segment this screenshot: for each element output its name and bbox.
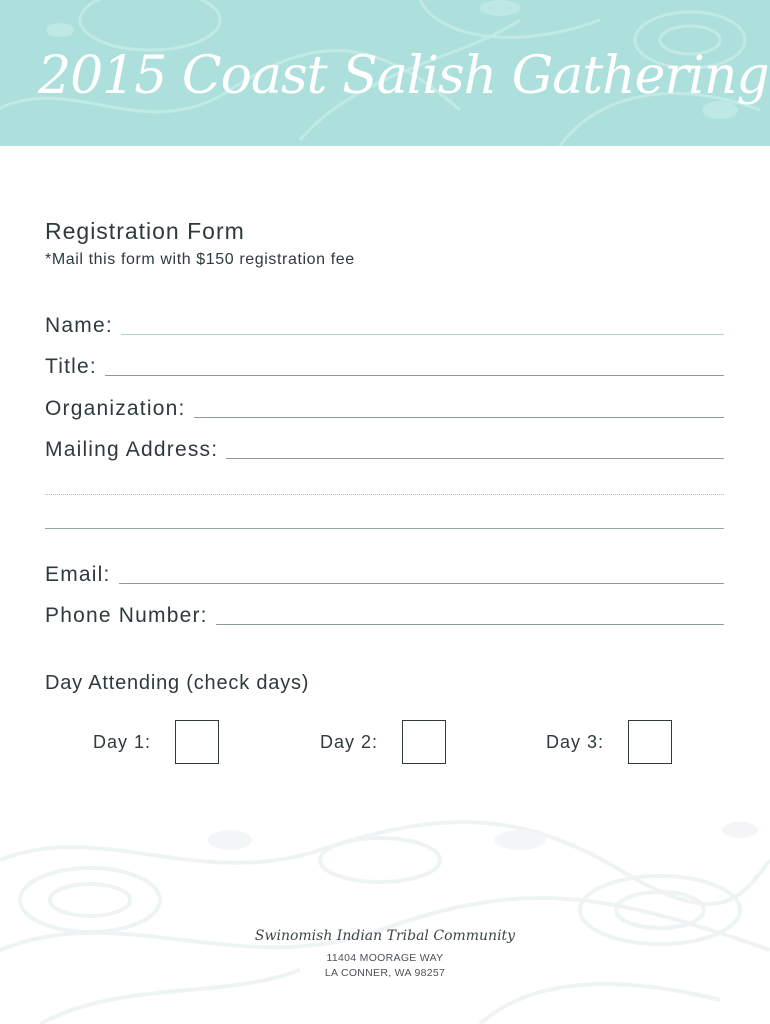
days-heading: Day Attending (check days) (45, 672, 310, 694)
day-1 (93, 720, 219, 764)
day-1-label: Day 1: (93, 731, 152, 752)
title-label: Title: (45, 355, 97, 378)
banner-title: 2015 Coast Salish Gathering (38, 46, 769, 106)
day-2 (320, 720, 446, 764)
footer-pattern (0, 800, 770, 1024)
organization-line[interactable] (194, 417, 724, 418)
phone-line[interactable] (216, 624, 724, 625)
day-2-checkbox[interactable] (402, 720, 446, 764)
email-label: Email: (45, 563, 111, 586)
name-field[interactable] (45, 309, 724, 339)
day-3-checkbox[interactable] (628, 720, 672, 764)
organization-field[interactable] (45, 392, 724, 422)
name-label: Name: (45, 314, 113, 337)
email-field[interactable] (45, 558, 724, 588)
title-field[interactable] (45, 350, 724, 380)
header-banner (0, 0, 770, 146)
form-heading: Registration Form (45, 218, 245, 244)
mailing-address-field[interactable] (45, 433, 724, 463)
address-line-2: LA CONNER, WA 98257 (324, 967, 446, 979)
phone-label: Phone Number: (45, 604, 208, 627)
day-3-label: Day 3: (546, 731, 605, 752)
phone-field[interactable] (45, 599, 724, 629)
mailing-address-line-2[interactable] (45, 494, 724, 495)
day-2-label: Day 2: (320, 731, 379, 752)
email-line[interactable] (119, 583, 724, 584)
day-3 (546, 720, 672, 764)
mailing-address-line[interactable] (226, 458, 724, 459)
mailing-address-label: Mailing Address: (45, 438, 219, 461)
title-line[interactable] (105, 375, 724, 376)
form-note: *Mail this form with $150 registration fee (45, 251, 355, 268)
day-1-checkbox[interactable] (175, 720, 219, 764)
name-line[interactable] (121, 334, 724, 335)
address-line-1: 11404 MOORAGE WAY (326, 952, 444, 964)
organization-label: Organization: (45, 397, 186, 420)
organization-name: Swinomish Indian Tribal Community (254, 928, 516, 944)
mailing-address-line-3[interactable] (45, 528, 724, 529)
